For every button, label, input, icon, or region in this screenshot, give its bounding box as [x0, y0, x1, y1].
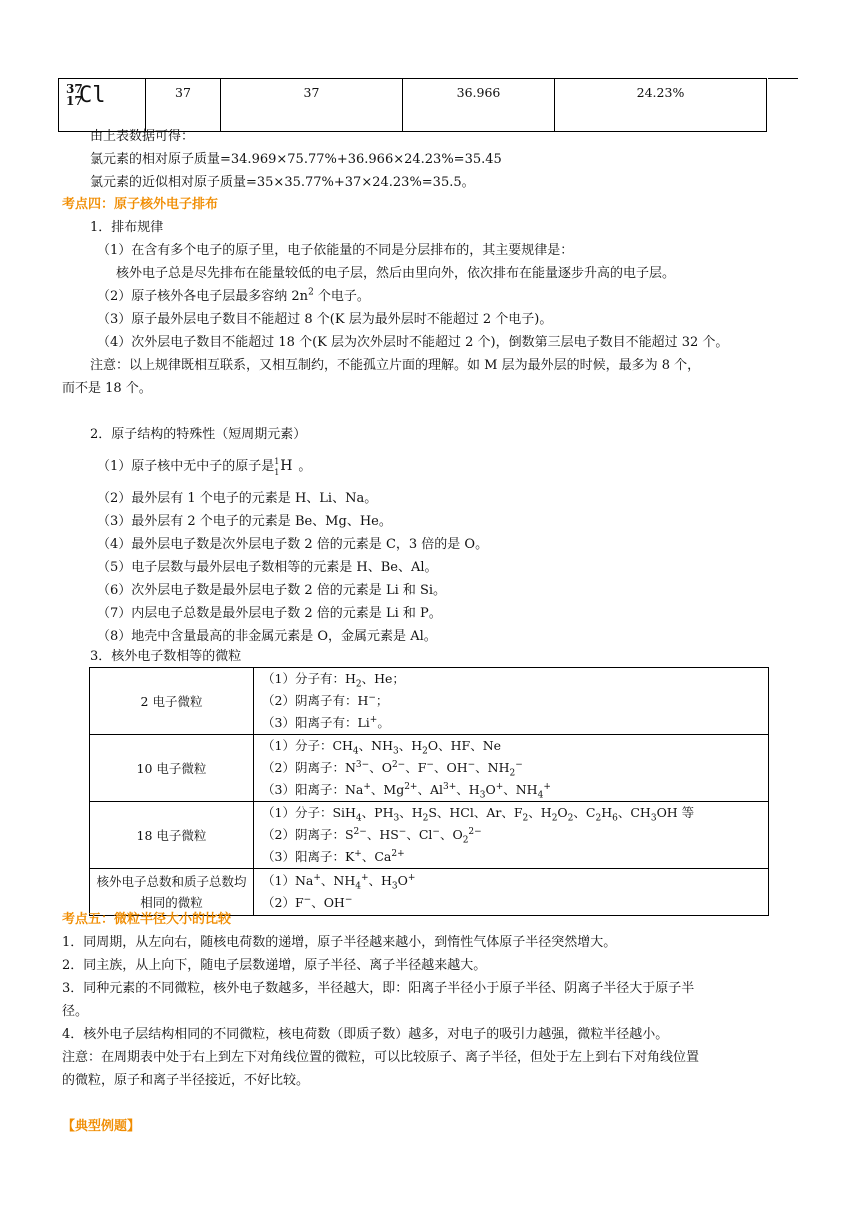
electron-count-table	[89, 667, 769, 916]
section5-heading: 考点五：微粒半径大小的比较	[62, 912, 232, 927]
section4-heading: 考点四：原子核外电子排布	[62, 197, 219, 212]
particle-list	[254, 802, 769, 869]
row-label: 18 电子微粒	[90, 802, 254, 869]
equal-electrons-subtitle: 3．核外电子数相等的微粒	[90, 649, 242, 664]
radius-rule-2: 2．同主族，从上向下，随电子层数递增，原子半径、离子半径越来越大。	[62, 958, 487, 973]
rule-4: （4）次外层电子数目不能超过 18 个(K 层为次外层时不能超过 2 个)，倒数第三层电子数目不能超过 32 个。	[97, 335, 729, 350]
isotope-table	[58, 78, 767, 132]
list-item: （1）分子：SiH$_4$、$PH_3$、$H_2S$、HCl、Ar、$F_2$、$H_2O_2$、$C_2H_6$、$CH_3OH$ 等	[262, 805, 695, 824]
special-1	[97, 457, 311, 476]
special-subtitle: 2．原子结构的特殊性（短周期元素）	[90, 427, 307, 442]
element-symbol: Cl	[79, 83, 106, 108]
rule-3: （3）原子最外层电子数目不能超过 8 个(K 层为最外层时不能超过 2 个电子)。	[97, 312, 553, 327]
table-row	[90, 869, 769, 916]
h-atomic-number: 1	[274, 468, 280, 477]
special-7: （7）内层电子总数是最外层电子数 2 倍的元素是 Li 和 P。	[97, 606, 442, 621]
list-item: （1）Na+、$NH_4^+$、$H_3O^+$	[262, 872, 416, 892]
list-item: （1）分子有：$H_2$、He；	[262, 671, 405, 690]
rule-1: （1）在含有多个电子的原子里，电子依能量的不同是分层排布的，其主要规律是：	[97, 243, 574, 258]
radius-rule-1: 1．同周期，从左向右，随核电荷数的递增，原子半径越来越小，到惰性气体原子半径突然增大。	[62, 935, 617, 950]
table-row	[59, 79, 767, 132]
rule-subtitle: 1．排布规律	[90, 220, 164, 235]
radius-note-1: 注意：在周期表中处于右上到左下对角线位置的微粒，可以比较原子、离子半径，但处于左上到右下对角线位置	[62, 1050, 700, 1065]
special-5: （5）电子层数与最外层电子数相等的元素是 H、Be、Al。	[97, 560, 438, 575]
table-cell: 37	[221, 79, 403, 132]
rule-2-sup: 2	[308, 287, 314, 298]
particle-list	[254, 869, 769, 916]
particle-list	[254, 668, 769, 735]
row-label: 10 电子微粒	[90, 735, 254, 802]
h-mass-number: 1	[274, 457, 280, 466]
table-cell: 24.23%	[555, 79, 767, 132]
list-item: （3）阳离子有：Li+。	[262, 714, 390, 730]
rule-2	[97, 288, 370, 306]
table-row	[90, 735, 769, 802]
table-cell: 37	[146, 79, 221, 132]
h-symbol: H	[280, 458, 293, 474]
rule-2-text: （2）原子核外各电子层最多容纳 2n	[97, 289, 309, 304]
calc-approx-mass: 氯元素的近似相对原子质量=35×35.77%+37×24.23%=35.5。	[90, 175, 475, 190]
rule-2-tail: 个电子。	[313, 289, 370, 304]
note-line-2: 而不是 18 个。	[62, 381, 152, 396]
list-item: （2）阴离子：$N^{3-}$、$O^{2-}$、F−、OH−、$NH_2^-$	[262, 759, 523, 779]
radius-rule-4: 4．核外电子层结构相同的不同微粒，核电荷数（即质子数）越多，对电子的吸引力越强，微粒半径越小。	[62, 1027, 669, 1042]
list-item: （3）阳离子：Na+、$Mg^{2+}$、$Al^{3+}$、$H_3O^+$、$NH_4^+$	[262, 781, 551, 801]
radius-rule-3a: 3．同种元素的不同微粒，核外电子数越多，半径越大，即：阳离子半径小于原子半径、阴离子半径大于原子半	[62, 981, 695, 996]
list-item: （2）阴离子有：H−；	[262, 692, 389, 708]
table-row	[90, 802, 769, 869]
list-item: （2）阴离子：$S^{2-}$、HS−、Cl−、$O_2^{2-}$	[262, 826, 482, 846]
row-label: 核外电子总数和质子总数均相同的微粒	[90, 869, 254, 916]
special-8: （8）地壳中含量最高的非金属元素是 O，金属元素是 Al。	[97, 629, 437, 644]
special-4: （4）最外层电子数是次外层电子数 2 倍的元素是 C，3 倍的是 O。	[97, 537, 489, 552]
mass-number: 37	[66, 82, 83, 96]
table-top-rule	[768, 78, 798, 79]
special-6: （6）次外层电子数是最外层电子数 2 倍的元素是 Li 和 Si。	[97, 583, 447, 598]
radius-rule-3b: 径。	[62, 1004, 89, 1019]
calc-intro: 由上表数据可得：	[90, 129, 195, 144]
list-item: （2）F−、OH−	[262, 894, 353, 910]
atomic-number: 17	[66, 94, 83, 108]
radius-note-2: 的微粒，原子和离子半径接近，不好比较。	[62, 1073, 310, 1088]
list-item: （3）阳离子：K+、$Ca^{2+}$	[262, 848, 405, 864]
special-1-text: （1）原子核中无中子的原子是	[97, 459, 275, 474]
examples-heading: 【典型例题】	[62, 1119, 141, 1134]
particle-list	[254, 735, 769, 802]
row-label: 2 电子微粒	[90, 668, 254, 735]
list-item: （1）分子：$CH_4$、$NH_3$、$H_2O$、HF、Ne	[262, 738, 502, 757]
table-row	[90, 668, 769, 735]
special-2: （2）最外层有 1 个电子的元素是 H、Li、Na。	[97, 491, 378, 506]
note-line-1: 注意：以上规律既相互联系，又相互制约，不能孤立片面的理解。如 M 层为最外层的时候，最多为 8 个，	[90, 358, 701, 373]
table-cell: 36.966	[403, 79, 555, 132]
rule-1-detail: 核外电子总是尽先排布在能量较低的电子层，然后由里向外，依次排布在能量逐步升高的电子层。	[116, 266, 676, 281]
special-3: （3）最外层有 2 个电子的元素是 Be、Mg、He。	[97, 514, 392, 529]
nuclide-cell	[59, 79, 146, 132]
special-1-tail: 。	[294, 459, 312, 474]
cl37-nuclide	[62, 79, 142, 119]
h1-nuclide	[274, 457, 294, 477]
calc-relative-mass: 氯元素的相对原子质量=34.969×75.77%+36.966×24.23%=35.45	[90, 152, 502, 167]
